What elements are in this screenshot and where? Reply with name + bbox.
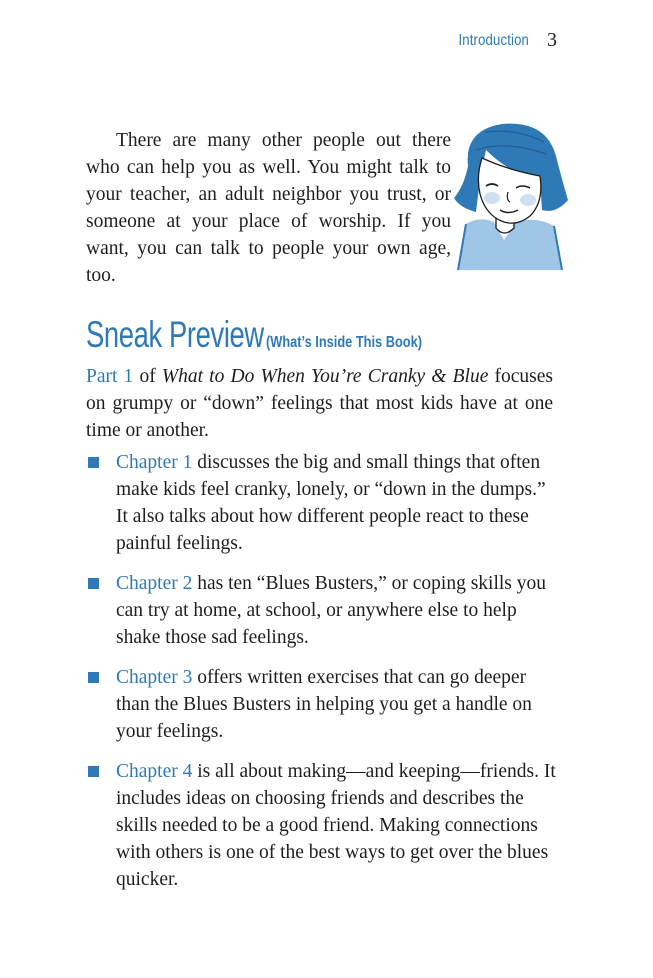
chapter-label: Chapter 3 xyxy=(116,667,193,688)
running-head xyxy=(257,28,557,51)
chapter-list xyxy=(86,449,556,893)
list-item xyxy=(86,570,556,651)
part-paragraph xyxy=(86,363,553,444)
square-bullet-icon xyxy=(88,766,99,777)
part-of: of xyxy=(133,366,162,387)
chapter-description: has ten “Blues Busters,” or coping skills you can try at home, at school, or anywhere else to help shake those sad feelings. xyxy=(116,573,547,648)
chapter-description: discusses the big and small things that often make kids feel cranky, lonely, or “down in the dumps.” It also talks about how different people react to these painful feelings. xyxy=(116,452,546,554)
page-number: 3 xyxy=(547,29,557,51)
square-bullet-icon xyxy=(88,578,99,589)
book-title: What to Do When You’re Cranky & Blue xyxy=(161,366,489,387)
chapter-label: Chapter 1 xyxy=(116,452,193,473)
list-item xyxy=(86,758,556,893)
section-heading-title: Sneak Preview xyxy=(86,314,264,355)
list-item xyxy=(86,664,556,745)
girl-portrait-illustration xyxy=(446,120,574,272)
part-label: Part 1 xyxy=(86,366,134,387)
section-heading xyxy=(86,314,566,356)
chapter-description: offers written exercises that can go deeper than the Blues Busters in helping you get a handle on your feelings. xyxy=(116,667,532,742)
intro-paragraph: There are many other people out there who can help you as well. You might talk to your teacher, an adult neighbor you trust, or someone at your place of worship. If you want, you can talk to people your own age, too. xyxy=(86,130,451,286)
square-bullet-icon xyxy=(88,457,99,468)
section-subheading: (What’s Inside This Book) xyxy=(266,334,422,351)
running-head-title: Introduction xyxy=(458,32,529,49)
chapter-label: Chapter 2 xyxy=(116,573,193,594)
chapter-description: is all about making—and keeping—friends. It includes ideas on choosing friends and describes the skills needed to be a good friend. Making connections with others is one of the best ways to get over the blues quicker. xyxy=(116,761,556,890)
chapter-label: Chapter 4 xyxy=(116,761,193,782)
list-item xyxy=(86,449,556,557)
part-description: focuses on grumpy or “down” feelings that most kids have at one time or another. xyxy=(86,366,553,441)
square-bullet-icon xyxy=(88,672,99,683)
